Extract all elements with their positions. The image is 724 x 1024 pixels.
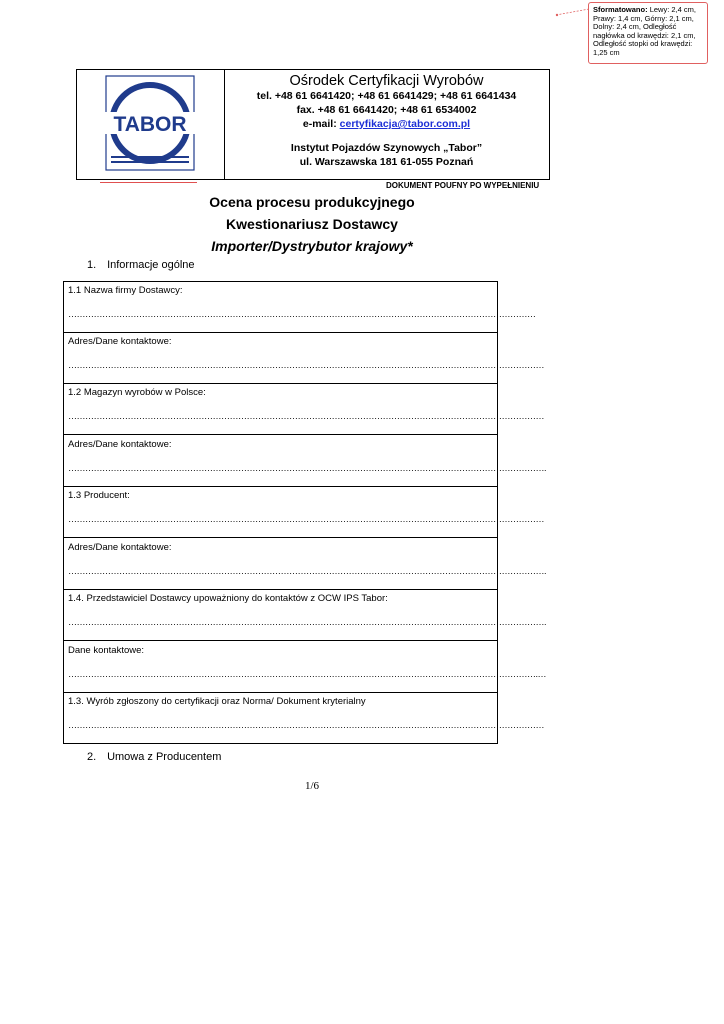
fill-line[interactable]: …………………………………………………………………………………………………………………………………………………… bbox=[68, 360, 544, 370]
form-row[interactable] bbox=[64, 384, 544, 435]
field-label: 1.4. Przedstawiciel Dostawcy upoważniony do kontaktów z OCW IPS Tabor: bbox=[68, 593, 388, 604]
fax-line: fax. +48 61 6641420; +48 61 6534002 bbox=[296, 104, 477, 116]
page-number: 1/6 bbox=[305, 780, 320, 792]
section-number: 1. bbox=[87, 259, 97, 271]
institute-address: ul. Warszawska 181 61-055 Poznań bbox=[299, 156, 474, 168]
fill-line[interactable]: ……………………………………………………………………………………………………………………………………………………. bbox=[68, 617, 547, 627]
form-row[interactable] bbox=[64, 282, 536, 333]
field-label: 1.3 Producent: bbox=[68, 490, 130, 501]
institution-info bbox=[224, 70, 549, 179]
general-info-form bbox=[63, 281, 547, 744]
email-link[interactable]: certyfikacja@tabor.com.pl bbox=[339, 118, 471, 130]
institute-name: Instytut Pojazdów Szynowych „Tabor” bbox=[290, 142, 483, 154]
form-row[interactable] bbox=[64, 693, 544, 744]
fill-line[interactable]: ……………………………………………………………………………………………………………………………………………………. bbox=[68, 463, 547, 473]
letterhead bbox=[76, 69, 550, 180]
fill-line[interactable]: ……………………………………………………………………………………………………………………………………………………. bbox=[68, 566, 547, 576]
tracked-change-mark bbox=[100, 182, 197, 183]
tabor-logo bbox=[77, 70, 224, 179]
form-row[interactable] bbox=[64, 642, 547, 693]
email-label: e-mail: bbox=[302, 118, 337, 130]
fill-line[interactable]: ………………………………………………………………………………………………………………………………………………….… bbox=[68, 669, 547, 679]
doc-title-2: Kwestionariusz Dostawcy bbox=[226, 216, 398, 232]
form-row[interactable] bbox=[64, 436, 547, 487]
doc-title-3: Importer/Dystrybutor krajowy* bbox=[211, 238, 413, 254]
comment-label: Sformatowano: bbox=[593, 5, 648, 14]
section-heading-2 bbox=[87, 751, 221, 763]
field-label: 1.1 Nazwa firmy Dostawcy: bbox=[68, 285, 183, 296]
doc-title-1: Ocena procesu produkcyjnego bbox=[209, 194, 415, 210]
form-row[interactable] bbox=[64, 487, 544, 538]
form-row[interactable] bbox=[64, 333, 544, 384]
comment-connector bbox=[556, 8, 589, 16]
field-label: Adres/Dane kontaktowe: bbox=[68, 439, 172, 450]
section-label: Informacje ogólne bbox=[107, 259, 195, 271]
comment-text: Lewy: 2,4 cm, Prawy: 1,4 cm, Górny: 2,1 cm, Dolny: 2,4 cm, Odległość nagłówka od krawędzi: 2,1 cm, Odległość stopki od krawędzi: 1,25 cm bbox=[593, 5, 696, 57]
form-row[interactable] bbox=[64, 539, 547, 590]
format-comment[interactable] bbox=[588, 2, 708, 64]
section-number: 2. bbox=[87, 751, 97, 763]
confidential-notice: DOKUMENT POUFNY PO WYPEŁNIENIU bbox=[386, 181, 540, 190]
field-label: Dane kontaktowe: bbox=[68, 645, 145, 656]
section-heading-1 bbox=[87, 259, 195, 271]
logo-cell bbox=[77, 70, 225, 179]
fill-line[interactable]: …………………………………………………………………………………………………………………………………………………… bbox=[68, 720, 544, 730]
org-title: Ośrodek Certyfikacji Wyrobów bbox=[289, 73, 484, 89]
field-label: 1.2 Magazyn wyrobów w Polsce: bbox=[68, 387, 206, 398]
section-label: Umowa z Producentem bbox=[107, 751, 222, 763]
fill-line[interactable]: …………………………………………………………………………………………………………………………………………………… bbox=[68, 411, 544, 421]
form-row[interactable] bbox=[64, 590, 547, 641]
email-line bbox=[224, 117, 549, 131]
logo-text: TABOR bbox=[113, 113, 187, 136]
field-label: 1.3. Wyrób zgłoszony do certyfikacji oraz Norma/ Dokument kryterialny bbox=[68, 696, 366, 707]
fill-line[interactable]: …………………………………………………………………………………………………………………………………………………… bbox=[68, 514, 544, 524]
field-label: Adres/Dane kontaktowe: bbox=[68, 336, 172, 347]
field-label: Adres/Dane kontaktowe: bbox=[68, 542, 172, 553]
phone-line: tel. +48 61 6641420; +48 61 6641429; +48 61 6641434 bbox=[256, 90, 517, 102]
fill-line[interactable]: ………………………………………………………………………………………………………………………………………………… bbox=[68, 309, 536, 319]
